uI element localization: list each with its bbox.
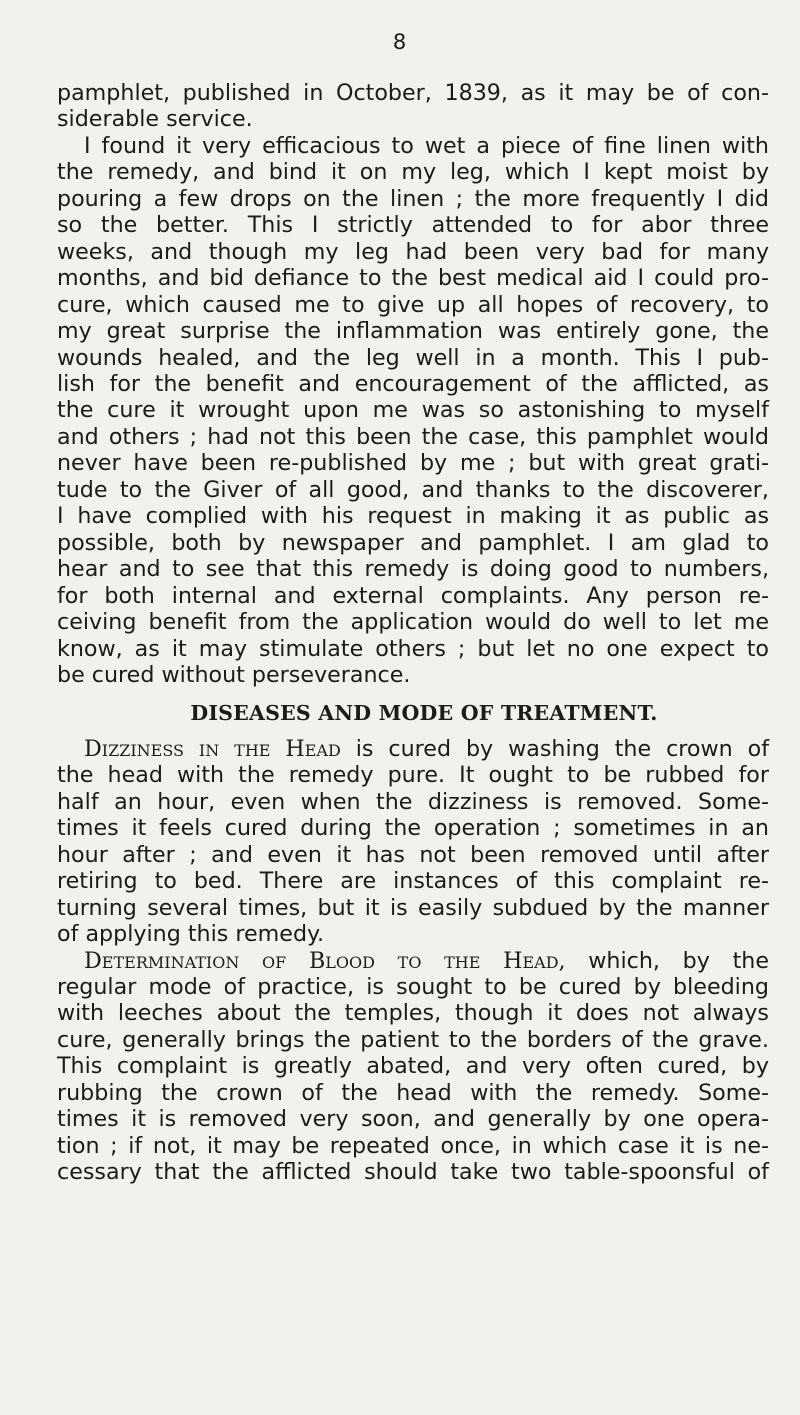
- text-line: retiring to bed. There are instances of this complaint re-: [57, 868, 769, 895]
- text-line: never have been re-published by me ; but with great grati-: [57, 450, 769, 477]
- text-line: times it feels cured during the operation ; sometimes in an: [57, 815, 769, 842]
- text-line: half an hour, even when the dizziness is removed. Some-: [57, 788, 769, 815]
- text-line: lish for the benefit and encouragement of the afflicted, as: [57, 370, 769, 397]
- paragraph-blood-to-head: [57, 948, 769, 1186]
- text-line: with leeches about the temples, though it does not always: [57, 1000, 769, 1027]
- text-line: hour after ; and even it has not been removed until after: [57, 841, 769, 868]
- text-line: be cured without perseverance.: [57, 661, 411, 688]
- text-line: This complaint is greatly abated, and very often cured, by: [57, 1053, 769, 1080]
- text-line: wounds healed, and the leg well in a month. This I pub-: [57, 344, 769, 371]
- paragraph-dizziness: [57, 736, 769, 948]
- line-text: is cured by washing the crown of: [340, 735, 770, 762]
- section-heading: DISEASES AND MODE OF TREATMENT.: [190, 701, 658, 726]
- text-line: siderable service.: [57, 106, 253, 133]
- text-line: ceiving benefit from the application would do well to let me: [57, 609, 769, 636]
- paragraph-first-line: [57, 948, 769, 974]
- text-line: pouring a few drops on the linen ; the more frequently I did: [57, 185, 769, 212]
- text-line: so the better. This I strictly attended to for abor three: [57, 212, 769, 239]
- text-line: I have complied with his request in making it as public as: [57, 503, 769, 530]
- line-text: which, by the: [565, 947, 769, 974]
- text-line: tude to the Giver of all good, and thanks to the discoverer,: [57, 476, 769, 503]
- text-line: regular mode of practice, is sought to be cured by bleeding: [57, 973, 769, 1000]
- text-line: cessary that the afflicted should take two table-spoonsful of: [57, 1159, 769, 1186]
- text-line: months, and bid defiance to the best medical aid I could pro-: [57, 265, 769, 292]
- run-in-heading: Determination of Blood to the Head,: [84, 947, 566, 974]
- page-number: 8: [392, 30, 408, 54]
- text-line: times it is removed very soon, and generally by one opera-: [57, 1106, 769, 1133]
- text-line: I found it very efficacious to wet a piece of fine linen with: [84, 132, 769, 159]
- run-in-heading: Dizziness in the Head: [84, 735, 341, 762]
- text-line: tion ; if not, it may be repeated once, in which case it is ne-: [57, 1132, 769, 1159]
- paragraph-leg-remedy: [57, 133, 769, 689]
- text-line: and others ; had not this been the case, this pamphlet would: [57, 423, 769, 450]
- body-text: [57, 80, 769, 1186]
- text-line: pamphlet, published in October, 1839, as it may be of con-: [57, 80, 769, 106]
- text-line: my great surprise the inflammation was entirely gone, the: [57, 318, 769, 345]
- paragraph-continuation: [57, 80, 769, 133]
- text-line: the remedy, and bind it on my leg, which I kept moist by: [57, 159, 769, 186]
- text-line: of applying this remedy.: [57, 921, 325, 948]
- text-line: cure, which caused me to give up all hopes of recovery, to: [57, 291, 769, 318]
- text-line: rubbing the crown of the head with the remedy. Some-: [57, 1079, 769, 1106]
- text-line: for both internal and external complaints. Any person re-: [57, 582, 769, 609]
- paragraph-first-line: [57, 736, 769, 762]
- text-line: hear and to see that this remedy is doing good to numbers,: [57, 556, 769, 583]
- text-line: weeks, and though my leg had been very bad for many: [57, 238, 769, 265]
- text-line: the cure it wrought upon me was so astonishing to myself: [57, 397, 769, 424]
- text-line: possible, both by newspaper and pamphlet. I am glad to: [57, 529, 769, 556]
- text-line: turning several times, but it is easily subdued by the manner: [57, 894, 769, 921]
- text-line: cure, generally brings the patient to the borders of the grave.: [57, 1026, 769, 1053]
- text-line: know, as it may stimulate others ; but let no one expect to: [57, 635, 769, 662]
- text-line: the head with the remedy pure. It ought to be rubbed for: [57, 762, 769, 789]
